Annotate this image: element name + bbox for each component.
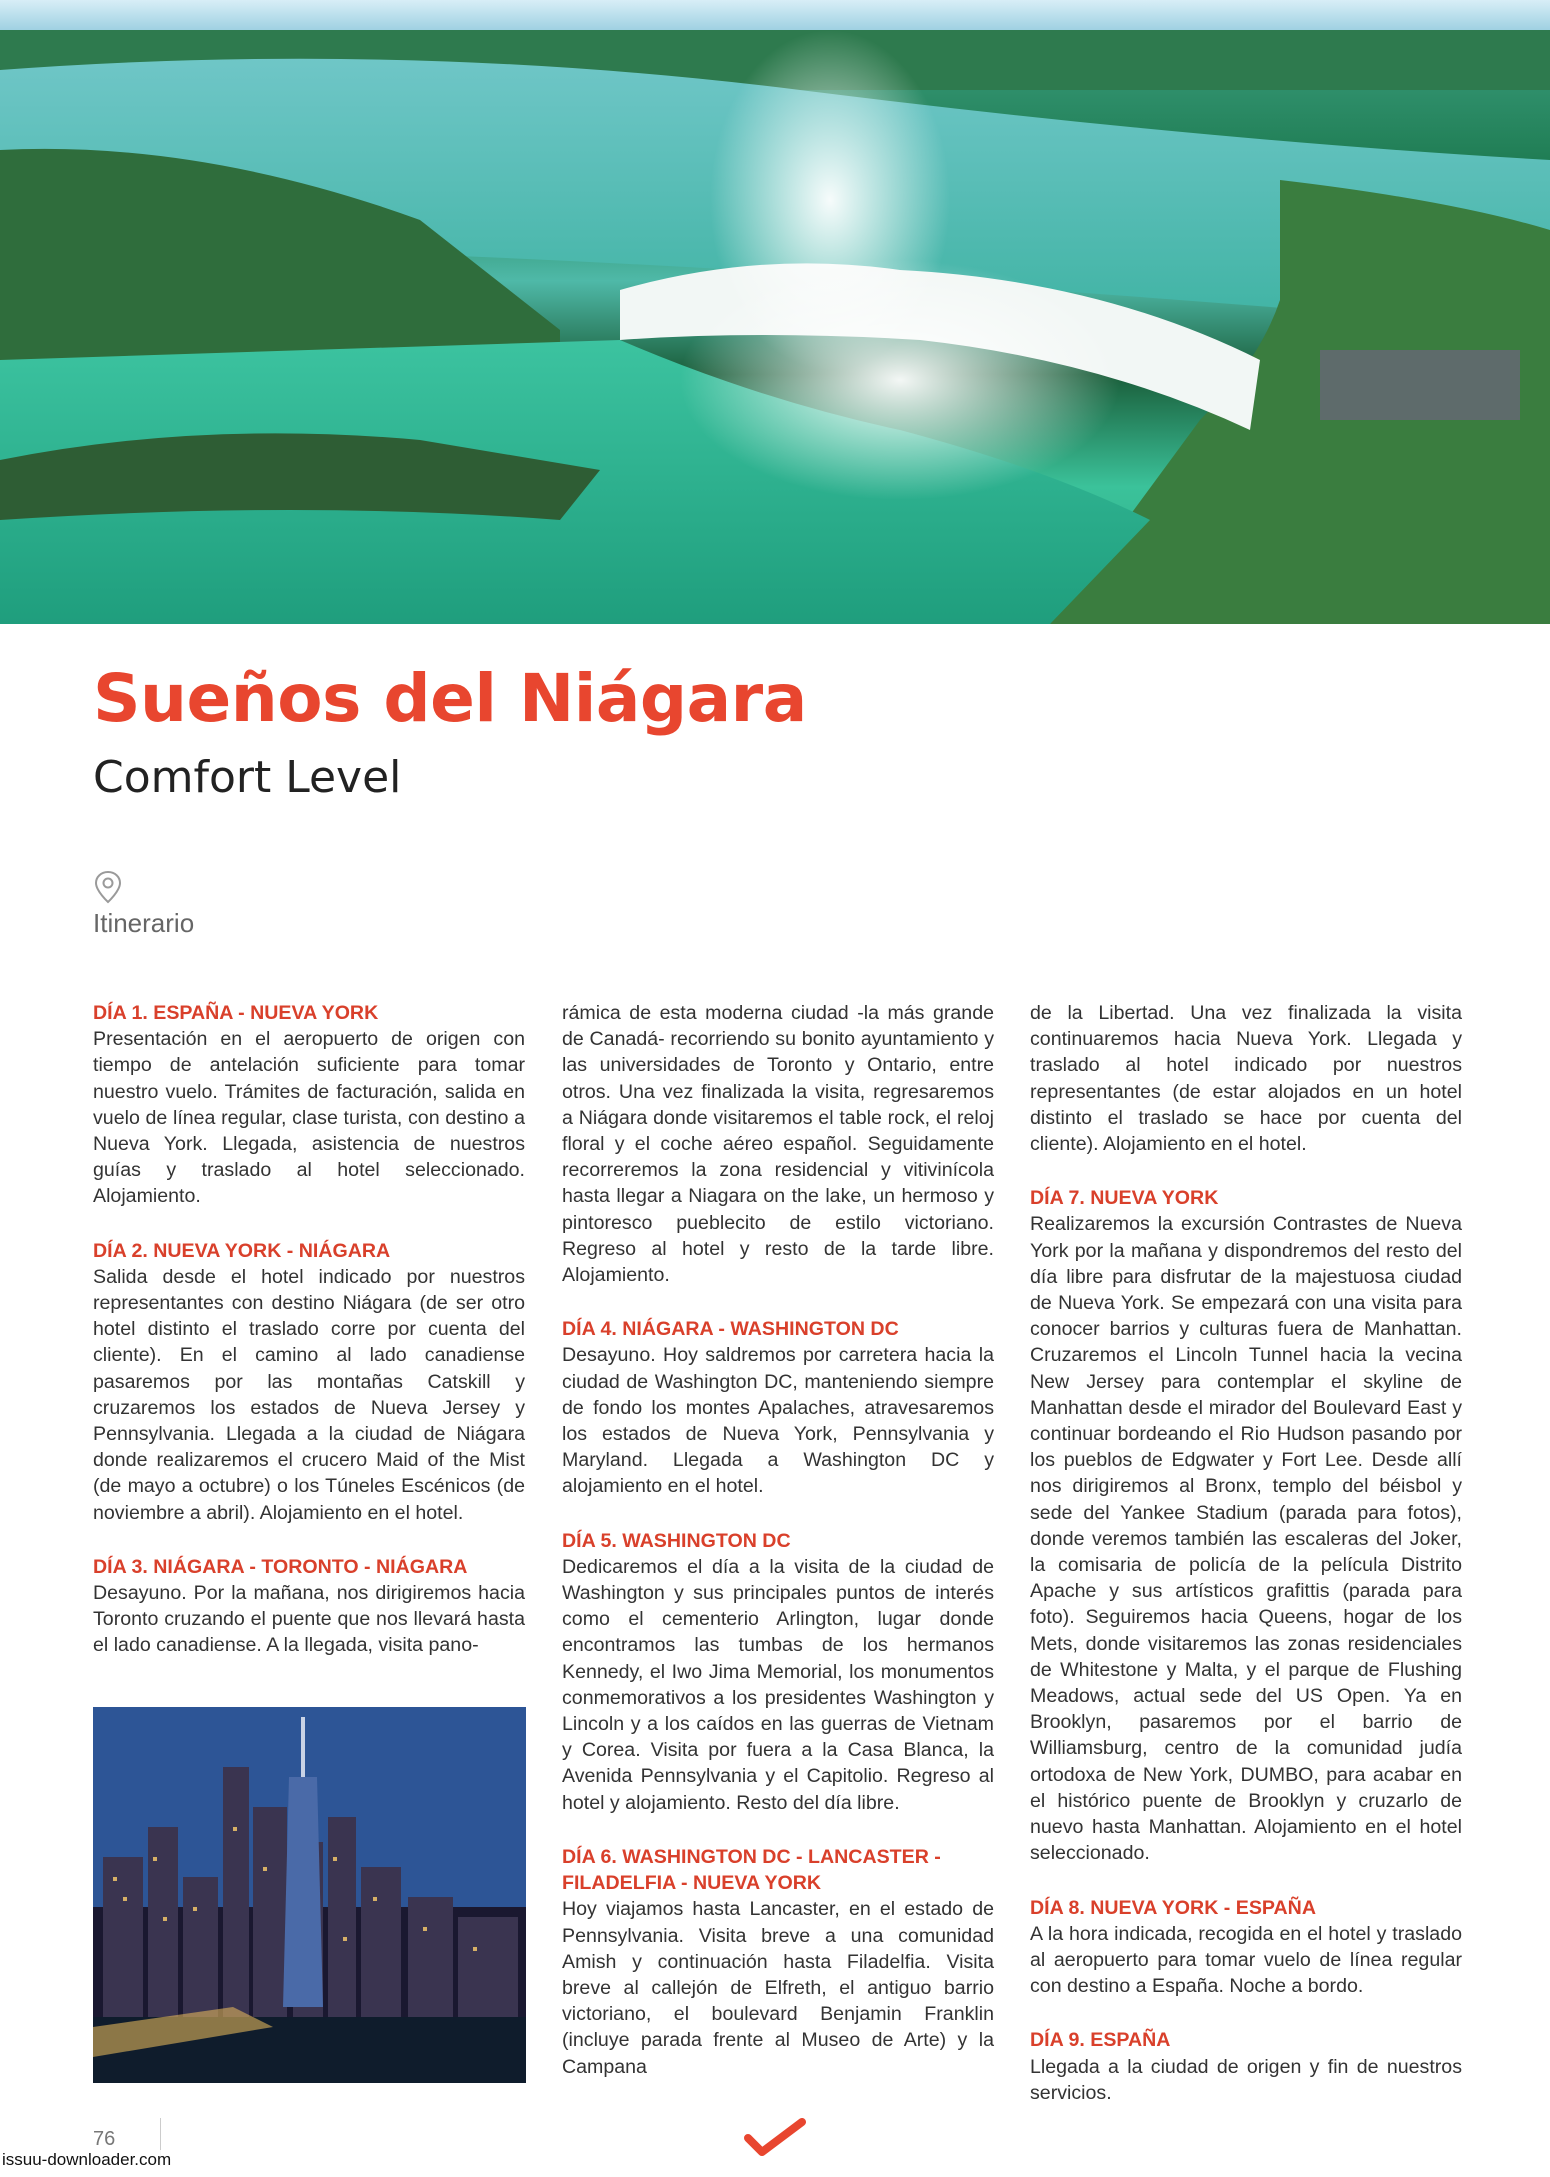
day-heading: DÍA 1. ESPAÑA - NUEVA YORK: [93, 1002, 379, 1024]
itinerary-column-2: [562, 1000, 994, 2108]
day-text: Desayuno. Por la mañana, nos dirigiremos hacia Toronto cruzando el puente que nos llevará hasta el lado canadiense. A la llegada, visita pano-: [93, 1582, 525, 1657]
city-illustration: [93, 1707, 526, 2083]
location-pin-icon: [93, 870, 123, 909]
brand-check-logo-icon: [744, 2118, 806, 2163]
day-text: Realizaremos la excursión Contrastes de Nueva York por la mañana y dispondremos del resto del día libre para disfrutar de la majestuosa ciudad de Nueva York. Se empezará con una visita para conocer barrios y culturas fuera de Manhattan. Cruzaremos el Lincoln Tunnel hacia la vecina New Jersey para contemplar el skyline de Manhattan desde el mirador del Boulevard East y continuar bordeando el Rio Hudson pasando por los pueblos de Edgwater y Fort Lee. Desde allí nos dirigiremos al Bronx, templo del béisbol y sede del Yankee Stadium (parada para fotos), donde veremos también las escaleras del Joker, la comisaria de policía de la película Distrito Apache y sus artísticos grafittis (parada para foto). Seguiremos hacia Queens, hogar de los Mets, donde visitaremos las zonas residenciales de Whitestone y Malta, y el parque de Flushing Meadows, actual sede del US Open. Ya en Brooklyn, pasaremos por el barrio de Williamsburg, centro de la comunidad judía ortodoxa de New York, DUMBO, para acabar en el histórico puente de Brooklyn y cruzarlo de nuevo hasta Manhattan. Alojamiento en el hotel seleccionado.: [1030, 1213, 1462, 1865]
day-heading: DÍA 8. NUEVA YORK - ESPAÑA: [1030, 1896, 1316, 1919]
day-heading: DÍA 3. NIÁGARA - TORONTO - NIÁGARA: [93, 1555, 468, 1578]
page-title: Sueños del Niágara: [93, 660, 807, 737]
day-text-continued: rámica de esta moderna ciudad -la más grande de Canadá- recorriendo su bonito ayuntamiento y las universidades de Toronto y Ontario, entre otros. Una vez finalizada la visita, regresaremos a Niágara donde visitaremos el table rock, el reloj floral y el coche aéreo español. Seguidamente recorreremos la zona residencial y vitivinícola hasta llegar a Niagara on the lake, un hermoso y pintoresco pueblecito de estilo victoriano. Regreso al hotel y resto de la tarde libre. Alojamiento.: [562, 1002, 994, 1287]
day-text: Hoy viajamos hasta Lancaster, en el estado de Pennsylvania. Visita breve a una comunidad Amish y continuación hasta Filadelfia. Visita breve al callejón de Elfreth, el antiguo barrio victoriano, el boulevard Benjamin Franklin (incluye parada frente al Museo de Arte) y la Campana: [562, 1898, 994, 2078]
day-text: Llegada a la ciudad de origen y fin de nuestros servicios.: [1030, 2055, 1462, 2104]
day-text: Presentación en el aeropuerto de origen con tiempo de antelación suficiente para tomar nuestro vuelo. Trámites de facturación, salida en vuelo de línea regular, clase turista, con destino a Nueva York. Llegada, asistencia de nuestros guías y traslado al hotel seleccionado. Alojamiento.: [93, 1028, 525, 1208]
day-heading: DÍA 4. NIÁGARA - WASHINGTON DC: [562, 1318, 899, 1341]
hero-illustration: [0, 0, 1550, 624]
day-text: Salida desde el hotel indicado por nuestros representantes con destino Niágara (de ser otro hotel distinto el traslado corre por cuenta del cliente). En el camino al lado canadiense pasaremos por las montañas Catskill y cruzaremos los estados de Nueva Jersey y Pennsylvania. Llegada a la ciudad de Niágara donde realizaremos el crucero Maid of the Mist (de mayo a octubre) o los Túneles Escénicos (de noviembre a abril). Alojamiento en el hotel.: [93, 1265, 525, 1524]
day-heading: DÍA 9. ESPAÑA: [1030, 2029, 1171, 2052]
page-subtitle: Comfort Level: [93, 752, 402, 803]
day-text: Desayuno. Hoy saldremos por carretera hacia la ciudad de Washington DC, manteniendo siempre de fondo los montes Apalaches, atravesaremos los estados de Nueva York, Pennsylvania y Maryland. Llegada a Washington DC y alojamiento en el hotel.: [562, 1344, 994, 1498]
day-text: A la hora indicada, recogida en el hotel y traslado al aeropuerto para tomar vuelo de línea regular con destino a España. Noche a bordo.: [1030, 1922, 1462, 1998]
day-text-continued: de la Libertad. Una vez finalizada la visita continuaremos hacia Nueva York. Llegada y traslado al hotel indicado por nuestros representantes (de estar alojados en un hotel distinto el traslado se hace por cuenta del cliente). Alojamiento en el hotel.: [1030, 1002, 1462, 1156]
watermark-text: issuu-downloader.com: [2, 2150, 172, 2169]
day-heading: DÍA 7. NUEVA YORK: [1030, 1187, 1219, 1210]
day-heading: DÍA 2. NUEVA YORK - NIÁGARA: [93, 1239, 391, 1262]
itinerary-column-1: [93, 1000, 525, 1687]
day-heading: DÍA 6. WASHINGTON DC - LANCASTER - FILADELFIA - NUEVA YORK: [562, 1845, 941, 1895]
city-skyline-photo: [93, 1707, 526, 2083]
hero-photo-niagara-falls: [0, 0, 1550, 624]
itinerary-label: Itinerario: [93, 908, 195, 938]
itinerary-column-3: [1030, 1000, 1462, 2134]
day-text: Dedicaremos el día a la visita de la ciudad de Washington y sus principales puntos de interés como el cementerio Arlington, lugar donde encontramos las tumbas de los hermanos Kennedy, el Iwo Jima Memorial, los monumentos conmemorativos a los presidentes Washington y Lincoln y a los caídos en las guerras de Vietnam y Corea. Visita por fuera a la Casa Blanca, la Avenida Pennsylvania y el Capitolio. Regreso al hotel y alojamiento. Resto del día libre.: [562, 1555, 994, 1814]
day-heading: DÍA 5. WASHINGTON DC: [562, 1529, 791, 1552]
page-number: 76: [93, 2128, 116, 2150]
